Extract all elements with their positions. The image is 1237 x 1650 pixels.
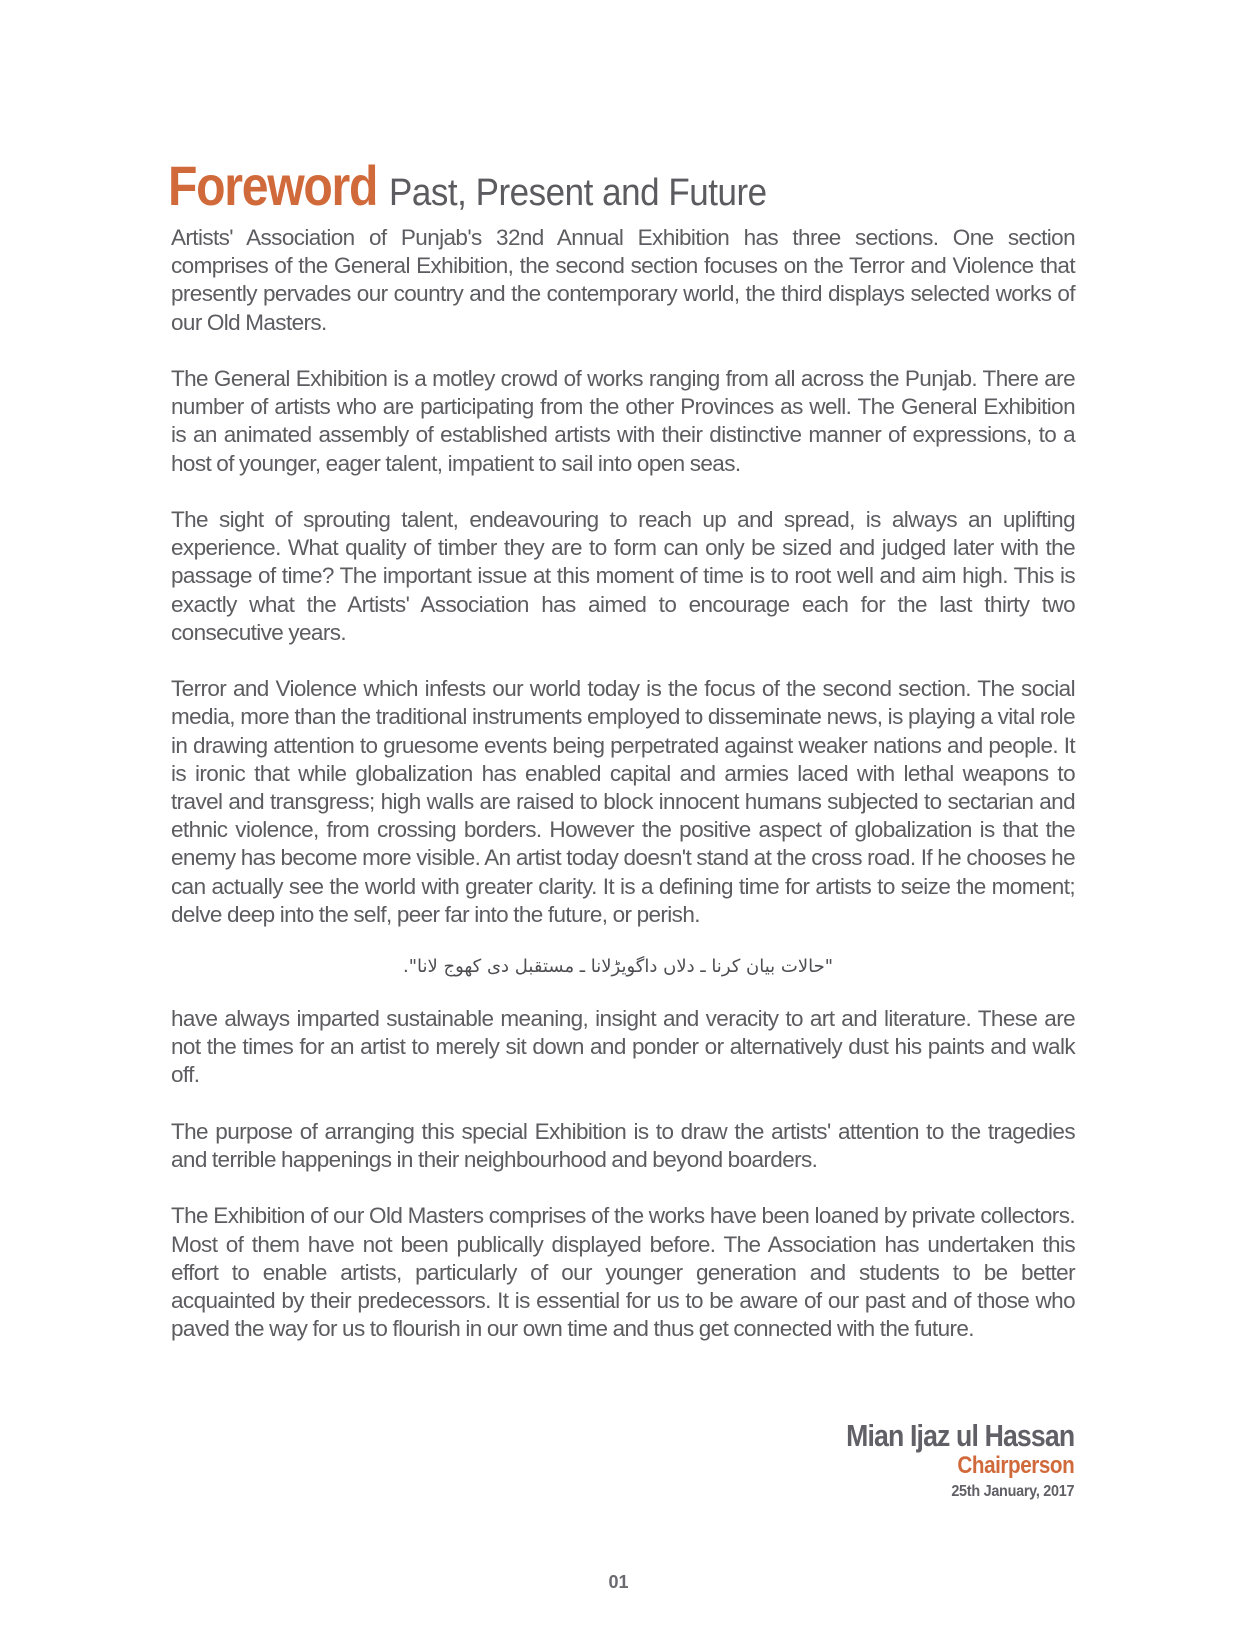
signatory-name: Mian Ijaz ul Hassan: [845, 1418, 1074, 1453]
paragraph-intro: Artists' Association of Punjab's 32nd Annual Exhibition has three sections. One section comprises of the General Exhibition, the second section focuses on the Terror and Violence that presently pervades our country and the contemporary world, the third displays selected works of our Old Masters.: [171, 225, 1075, 335]
paragraph-general-exhibition: The General Exhibition is a motley crowd of works ranging from all across the Punjab. There are number of artists who are participating from the other Provinces as well. The General Exhibition is an animated assembly of established artists with their distinctive manner of expressions, to a host of younger, eager talent, impatient to sail into open seas.: [171, 366, 1075, 476]
signature-date: 25th January, 2017: [951, 1483, 1074, 1500]
paragraph-terror-violence: Terror and Violence which infests our world today is the focus of the second section. The social media, more than the traditional instruments employed to disseminate news, is playing a vital role in drawing attention to gruesome events being perpetrated against weaker nations and people. It is ironic that while globalization has enabled capital and armies laced with lethal weapons to travel and transgress; high walls are raised to block innocent humans subjected to sectarian and ethnic violence, from crossing borders. However the positive aspect of globalization is that the enemy has become more visible. An artist today doesn't stand at the cross road. If he chooses he can actually see the world with greater clarity. It is a defining time for artists to seize the moment; delve deep into the self, peer far into the future, or perish.: [171, 676, 1075, 927]
paragraph-sprouting-talent: The sight of sprouting talent, endeavouring to reach up and spread, is always an uplifting experience. What quality of timber they are to form can only be sized and judged later with the passage of time? The important issue at this moment of time is to root well and aim high. This is exactly what the Artists' Association has aimed to encourage each for the last thirty two consecutive years.: [171, 507, 1075, 645]
signatory-role: Chairperson: [957, 1452, 1074, 1479]
page-number: 01: [608, 1572, 629, 1592]
body-text: [171, 224, 1075, 1372]
paragraph-sustainable-meaning: have always imparted sustainable meaning, insight and veracity to art and literature. These are not the times for an artist to merely sit down and ponder or alternatively dust his paints and walk off.: [171, 1006, 1075, 1088]
paragraph-purpose: The purpose of arranging this special Exhibition is to draw the artists' attention to the tragedies and terrible happenings in their neighbourhood and beyond boarders.: [171, 1118, 1075, 1173]
page-heading: [168, 154, 800, 217]
page-subtitle: Past, Present and Future: [389, 172, 767, 214]
urdu-quote: "حالات بیان کرنا ـ دلاں داگویڑلانا ـ مستقبل دی کھوج لانا".: [402, 956, 834, 978]
signature-block: [809, 1420, 1074, 1500]
paragraph-old-masters: The Exhibition of our Old Masters comprises of the works have been loaned by private collectors. Most of them have not been publically displayed before. The Association has undertaken this effort to enable artists, particularly of our younger generation and students to be better acquainted by their predecessors. It is essential for us to be aware of our past and of those who paved the way for us to flourish in our own time and thus get connected with the future.: [171, 1203, 1075, 1342]
page-title: Foreword: [168, 154, 378, 217]
